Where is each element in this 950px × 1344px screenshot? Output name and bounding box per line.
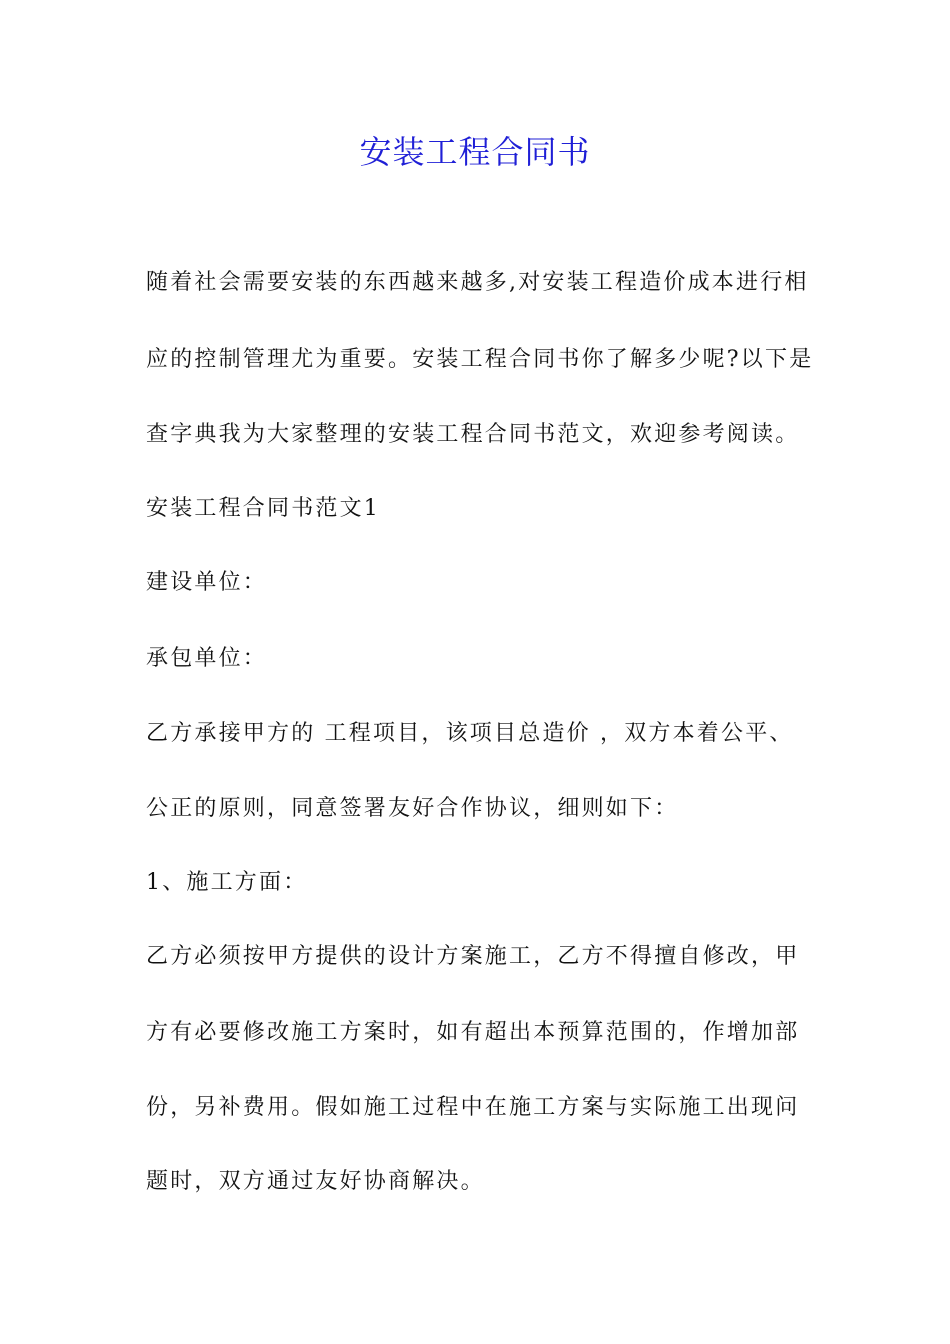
paragraph-line-8: 公正的原则，同意签署友好合作协议，细则如下： <box>146 796 679 821</box>
paragraph-line-13: 题时，双方通过友好协商解决。 <box>146 1169 485 1194</box>
document-title: 安装工程合同书 <box>359 133 591 171</box>
clause-heading-1: 1、施工方面： <box>146 870 308 895</box>
paragraph-line-1: 随着社会需要安装的东西越来越多,对安装工程造价成本进行相 <box>146 270 809 295</box>
paragraph-line-11: 方有必要修改施工方案时，如有超出本预算范围的，作增加部 <box>146 1020 800 1045</box>
paragraph-line-12: 份，另补费用。假如施工过程中在施工方案与实际施工出现问 <box>146 1095 800 1120</box>
contractor-unit-label: 承包单位： <box>146 646 268 671</box>
paragraph-line-10: 乙方必须按甲方提供的设计方案施工，乙方不得擅自修改，甲 <box>146 944 800 969</box>
paragraph-line-3: 查字典我为大家整理的安装工程合同书范文，欢迎参考阅读。 <box>146 422 800 447</box>
paragraph-line-2: 应的控制管理尤为重要。安装工程合同书你了解多少呢?以下是 <box>146 347 814 372</box>
paragraph-line-7: 乙方承接甲方的 工程项目，该项目总造价 ，双方本着公平、 <box>146 721 794 746</box>
section-heading-1: 安装工程合同书范文1 <box>146 496 380 521</box>
construction-unit-label: 建设单位： <box>146 570 268 595</box>
